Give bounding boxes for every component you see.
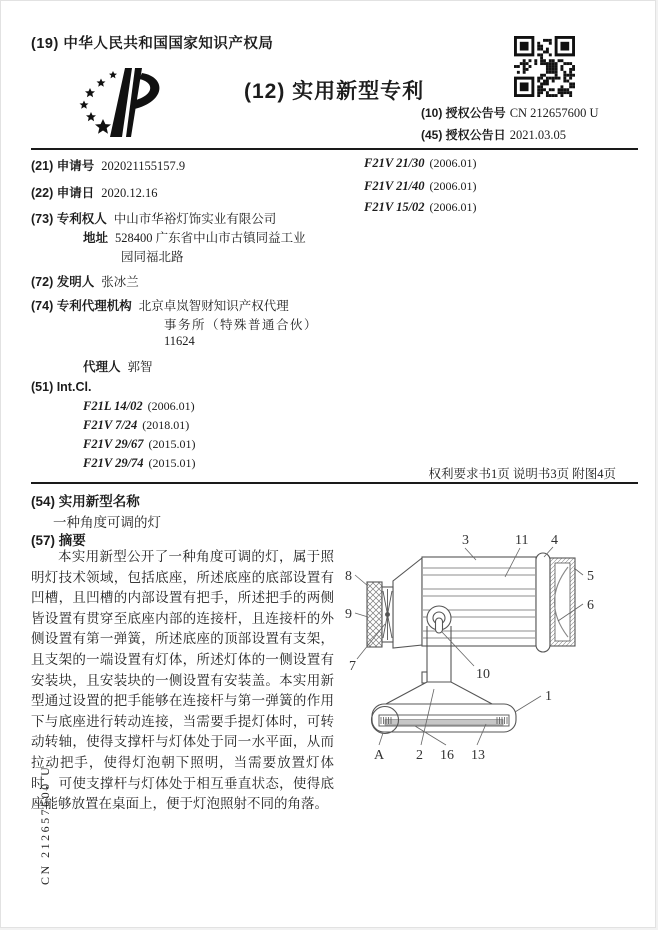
address-row (83, 228, 306, 246)
intcl-version: (2018.01) (142, 418, 190, 432)
figure-label: 1 (545, 689, 552, 704)
application-date-label: (22) 申请日 (31, 186, 95, 200)
intcl-code: F21V 21/40 (364, 179, 425, 193)
handle-bar (385, 720, 503, 726)
figure-label: 2 (416, 748, 423, 763)
intcl-row (31, 380, 98, 395)
lamp-taper (393, 558, 422, 648)
intcl-code: F21V 15/02 (364, 200, 425, 214)
inventor-row (31, 272, 139, 290)
patentee-row (31, 209, 276, 227)
address-line1: 528400 广东省中山市古镇同益工业 (115, 231, 306, 245)
intcl-version: (2015.01) (148, 456, 196, 470)
figure-label: A (374, 748, 385, 763)
publication-number-value: CN 212657600 U (509, 106, 599, 120)
publication-number-label: (10) 授权公告号 (421, 106, 506, 120)
figure-label: 10 (476, 667, 490, 682)
abstract-text: 本实用新型公开了一种角度可调的灯，属于照明灯技术领域，包括底座，所述底座的底部设置有凹槽，且凹槽的内部设置有把手，所述把手的两侧皆设置有贯穿至底座内部的连接杆，且连接杆的外侧设置有第一弹簧，所述底座的顶部设置有支架，且支架的一端设置有灯体，所述灯体的一侧设置有安装块，且安装块的一侧设置有安装盖。本实用新型通过设置的把手能够在连接杆与第一弹簧的作用下与底座进行转动连接，当需要手提灯体时，可转动转轴，使得支撑杆与灯体处于同一水平面，从而拉动把手，使得灯泡朝下照明，当需要放置灯体时，可使支撑杆与灯体处于相互垂直状态，使得底座能够放置在桌面上，便于灯泡照射不同的角落。 (31, 549, 334, 812)
agent-label: 代理人 (83, 360, 121, 374)
agency-row (31, 296, 289, 314)
figure-label: 11 (515, 533, 529, 548)
intcl-version: (2006.01) (429, 179, 477, 193)
intcl-item (364, 200, 477, 215)
figure-label: 3 (462, 533, 469, 548)
figure-label: 5 (587, 569, 594, 584)
publication-number-line (421, 104, 599, 121)
agent-value: 郭智 (127, 360, 153, 374)
abstract-section-label: (57) 摘要 (31, 533, 86, 548)
title-section-label: (54) 实用新型名称 (31, 494, 140, 509)
agency-row-2 (164, 315, 318, 333)
qr-code (514, 36, 575, 102)
lamp-body-group (367, 553, 575, 734)
intcl-item (83, 456, 196, 471)
publication-date-label: (45) 授权公告日 (421, 128, 506, 142)
figure-label: 13 (471, 748, 485, 763)
intcl-version: (2006.01) (429, 156, 477, 170)
intcl-code: F21V 29/67 (83, 437, 144, 451)
intcl-item (83, 418, 189, 433)
publication-date-line (421, 126, 566, 143)
sidebar-publication-number: CN 212657600 U (38, 764, 52, 885)
agency-line1: 北京卓岚智财知识产权代理 (138, 299, 289, 313)
agency-line3: 11624 (164, 334, 195, 348)
inventor-value: 张冰兰 (101, 275, 139, 289)
patentee-label: (73) 专利权人 (31, 212, 107, 226)
page-count-line: 权利要求书1页 说明书3页 附图4页 (428, 467, 616, 481)
intcl-code: F21V 29/74 (83, 456, 144, 470)
inventor-label: (72) 发明人 (31, 275, 95, 289)
application-number-row (31, 156, 185, 174)
agent-row (83, 357, 153, 375)
lamp-drawing (334, 514, 656, 772)
intcl-item (364, 156, 477, 171)
patentee-value: 中山市华裕灯饰实业有限公司 (113, 212, 277, 226)
mounting-ring (536, 553, 550, 652)
figure-label: 8 (345, 569, 352, 584)
patent-figure (334, 514, 656, 777)
arm-flare (384, 682, 494, 705)
qr-code-icon (514, 36, 575, 97)
intcl-item (83, 399, 195, 414)
figure-label: 4 (551, 533, 558, 548)
intcl-item (83, 437, 196, 452)
application-number-label: (21) 申请号 (31, 159, 95, 173)
intcl-code: F21V 7/24 (83, 418, 138, 432)
address-label: 地址 (83, 231, 109, 245)
address-line2: 园同福北路 (121, 250, 184, 264)
figure-label: 9 (345, 607, 352, 622)
intcl-item (364, 179, 477, 194)
intcl-code: F21V 21/30 (364, 156, 425, 170)
intcl-version: (2006.01) (429, 200, 477, 214)
cnipa-logo (67, 65, 179, 148)
agency-row-3 (164, 334, 195, 349)
agency-label: (74) 专利代理机构 (31, 299, 132, 313)
cnipa-logo-icon (67, 65, 179, 143)
figure-label: 6 (587, 598, 594, 613)
header-divider (31, 148, 638, 150)
office-name: (19) 中华人民共和国国家知识产权局 (31, 36, 274, 52)
intcl-label: (51) Int.Cl. (31, 380, 92, 394)
application-date-row (31, 183, 157, 201)
figure-label: 7 (349, 659, 356, 674)
document-type-title: (12) 实用新型专利 (244, 80, 425, 103)
application-date-value: 2020.12.16 (101, 186, 158, 200)
address-row-2 (121, 247, 184, 265)
arm-notch (422, 672, 427, 683)
intcl-version: (2015.01) (148, 437, 196, 451)
intcl-version: (2006.01) (147, 399, 195, 413)
figure-label: 16 (440, 748, 454, 763)
invention-title: 一种角度可调的灯 (53, 515, 161, 530)
section-divider (31, 482, 638, 484)
intcl-code: F21L 14/02 (83, 399, 143, 413)
publication-date-value: 2021.03.05 (509, 128, 566, 142)
agency-line2: 事务所（特殊普通合伙） (164, 318, 319, 332)
application-number-value: 202021155157.9 (101, 159, 186, 173)
